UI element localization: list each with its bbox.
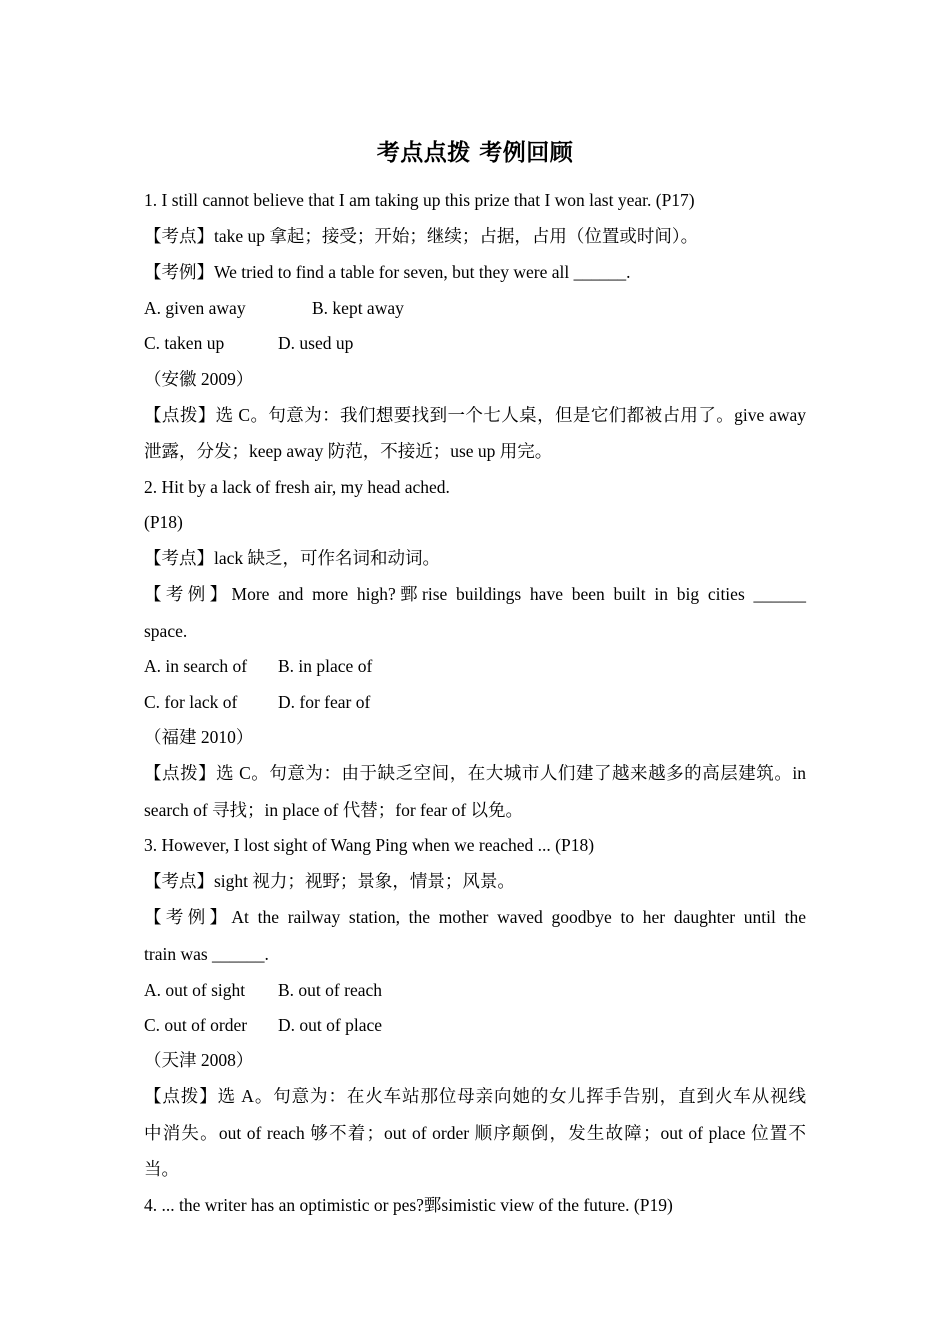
question-2: 2. Hit by a lack of fresh air, my head ached. [144,477,450,497]
kaodian-3: 【考点】sight 视力；视野；景象，情景；风景。 [144,871,515,891]
option-c: C. out of order [144,1015,248,1035]
source-2: （福建 2010） [144,727,254,747]
question-1: 1. I still cannot believe that I am taking up this prize that I won last year. (P17) [144,190,695,210]
option-d: D. out of place [278,1015,382,1035]
question-2-page: (P18) [144,512,183,532]
options-row-1a [144,297,404,319]
kaodian-2: 【考点】lack 缺乏，可作名词和动词。 [144,548,441,568]
options-row-1b [144,332,353,354]
dianbo-2-line-2: search of 寻找；in place of 代替；for fear of 以免。 [144,800,524,820]
source-1: （安徽 2009） [144,369,254,389]
question-3: 3. However, I lost sight of Wang Ping when we reached ... (P18) [144,835,595,855]
options-row-2a [144,655,372,677]
options-row-3b [144,1014,382,1036]
question-4: 4. ... the writer has an optimistic or pes?鄄simistic view of the future. (P19) [144,1195,673,1215]
options-row-3a [144,979,382,1001]
kaoli-3-line-1: 【考例】At the railway station, the mother waved goodbye to her daughter until the [144,907,806,927]
dianbo-3-line-1: 【点拨】选 A。句意为：在火车站那位母亲向她的女儿挥手告别，直到火车从视线 [144,1086,806,1106]
kaoli-1: 【考例】We tried to find a table for seven, but they were all ______. [144,262,631,282]
option-a: A. out of sight [144,980,246,1000]
page-title: 考点点拨 考例回顾 [376,140,574,166]
dianbo-3-line-2: 中消失。out of reach 够不着；out of order 顺序颠倒，发生故障；out of place 位置不 [144,1123,806,1143]
options-row-2b [144,691,370,713]
kaoli-3-line-2: train was ______. [144,944,269,964]
kaoli-2-line-1: 【考例】More and more high?鄄rise buildings have been built in big cities ______ [144,584,806,604]
option-a: A. in search of [144,656,248,676]
option-a: A. given away [144,298,246,318]
source-3: （天津 2008） [144,1050,254,1070]
option-b: B. in place of [278,656,373,676]
kaoli-2-line-2: space. [144,621,188,641]
option-d: D. used up [278,333,354,353]
dianbo-1-line-1: 【点拨】选 C。句意为：我们想要找到一个七人桌，但是它们都被占用了。give away [144,405,806,425]
kaodian-1: 【考点】take up 拿起；接受；开始；继续；占据，占用（位置或时间）。 [144,226,699,246]
dianbo-2-line-1: 【点拨】选 C。句意为：由于缺乏空间，在大城市人们建了越来越多的高层建筑。in [144,763,806,783]
option-b: B. kept away [312,298,404,318]
dianbo-3-line-3: 当。 [144,1159,179,1179]
dianbo-1-line-2: 泄露，分发；keep away 防范，不接近；use up 用完。 [144,441,553,461]
option-c: C. taken up [144,333,225,353]
option-b: B. out of reach [278,980,382,1000]
option-c: C. for lack of [144,692,238,712]
option-d: D. for fear of [278,692,371,712]
